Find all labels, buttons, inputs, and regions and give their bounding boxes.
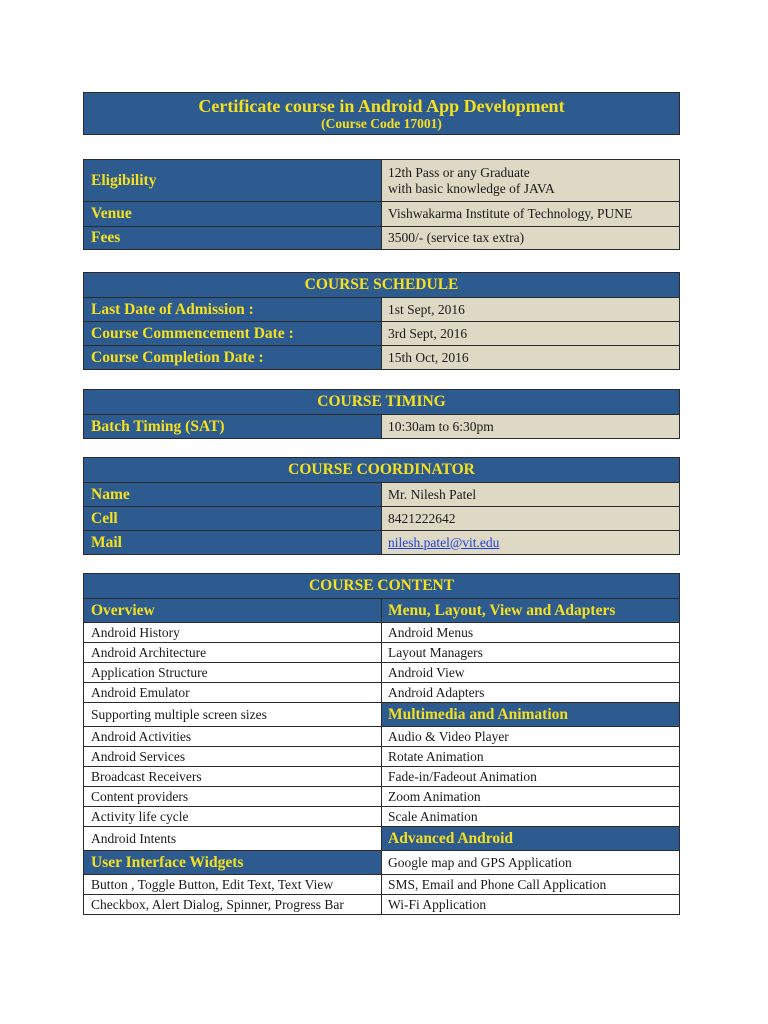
- content-topic: Rotate Animation: [382, 747, 679, 766]
- content-row: [84, 786, 679, 806]
- eligibility-line-2: with basic knowledge of JAVA: [388, 180, 555, 196]
- schedule-row: [84, 321, 679, 345]
- eligibility-line-1: 12th Pass or any Graduate: [388, 164, 530, 180]
- schedule-value: 15th Oct, 2016: [382, 346, 679, 369]
- content-topic: Android History: [84, 623, 382, 642]
- content-heading: COURSE CONTENT: [84, 574, 679, 598]
- content-topic: Zoom Animation: [382, 787, 679, 806]
- schedule-row: [84, 345, 679, 369]
- coordinator-cell-row: [84, 506, 679, 530]
- schedule-table: [83, 272, 680, 370]
- content-topic: Android View: [382, 663, 679, 682]
- eligibility-label: Eligibility: [84, 160, 382, 201]
- venue-label: Venue: [84, 202, 382, 226]
- content-topic: Supporting multiple screen sizes: [84, 703, 382, 726]
- eligibility-row: [84, 160, 679, 201]
- content-topic: Application Structure: [84, 663, 382, 682]
- coordinator-cell-label: Cell: [84, 507, 382, 530]
- coordinator-email-link[interactable]: nilesh.patel@vit.edu: [388, 534, 500, 550]
- content-row: [84, 622, 679, 642]
- content-row: [84, 662, 679, 682]
- content-topic: Button , Toggle Button, Edit Text, Text View: [84, 875, 382, 894]
- fees-label: Fees: [84, 227, 382, 249]
- schedule-row: [84, 297, 679, 321]
- schedule-heading: COURSE SCHEDULE: [84, 273, 679, 297]
- content-topic: Wi-Fi Application: [382, 895, 679, 914]
- content-section-heading: Menu, Layout, View and Adapters: [382, 599, 679, 622]
- eligibility-value: [382, 160, 679, 201]
- content-topic: Scale Animation: [382, 807, 679, 826]
- content-row: [84, 598, 679, 622]
- content-topic: Content providers: [84, 787, 382, 806]
- course-code: (Course Code 17001): [321, 116, 442, 131]
- timing-row: [84, 414, 679, 438]
- content-section-heading: Multimedia and Animation: [382, 703, 679, 726]
- coordinator-name-row: [84, 482, 679, 506]
- schedule-label: Last Date of Admission :: [84, 298, 382, 321]
- content-topic: Android Intents: [84, 827, 382, 850]
- schedule-value: 1st Sept, 2016: [382, 298, 679, 321]
- content-table: [83, 573, 680, 915]
- coordinator-heading: COURSE COORDINATOR: [84, 458, 679, 482]
- content-row: [84, 702, 679, 726]
- content-topic: Android Architecture: [84, 643, 382, 662]
- coordinator-name-label: Name: [84, 483, 382, 506]
- content-section-heading: User Interface Widgets: [84, 851, 382, 874]
- content-row: [84, 642, 679, 662]
- venue-row: [84, 201, 679, 226]
- content-row: [84, 806, 679, 826]
- coordinator-table: [83, 457, 680, 555]
- coordinator-mail-label: Mail: [84, 531, 382, 554]
- schedule-label: Course Completion Date :: [84, 346, 382, 369]
- content-topic: Android Services: [84, 747, 382, 766]
- timing-label: Batch Timing (SAT): [84, 415, 382, 438]
- content-topic: Android Activities: [84, 727, 382, 746]
- content-row: [84, 874, 679, 894]
- content-topic: Broadcast Receivers: [84, 767, 382, 786]
- content-topic: Google map and GPS Application: [382, 851, 679, 874]
- schedule-value: 3rd Sept, 2016: [382, 322, 679, 345]
- content-topic: Android Adapters: [382, 683, 679, 702]
- content-topic: Fade-in/Fadeout Animation: [382, 767, 679, 786]
- timing-heading: COURSE TIMING: [84, 390, 679, 414]
- content-topic: Audio & Video Player: [382, 727, 679, 746]
- content-row: [84, 826, 679, 850]
- content-row: [84, 726, 679, 746]
- timing-table: [83, 389, 680, 439]
- content-section-heading: Overview: [84, 599, 382, 622]
- coordinator-cell-value: 8421222642: [382, 507, 679, 530]
- content-topic: Activity life cycle: [84, 807, 382, 826]
- fees-row: [84, 226, 679, 249]
- fees-value: 3500/- (service tax extra): [382, 227, 679, 249]
- content-row: [84, 894, 679, 914]
- content-row: [84, 746, 679, 766]
- content-row: [84, 682, 679, 702]
- schedule-label: Course Commencement Date :: [84, 322, 382, 345]
- content-topic: Checkbox, Alert Dialog, Spinner, Progress Bar: [84, 895, 382, 914]
- info-table: [83, 159, 680, 250]
- content-row: [84, 850, 679, 874]
- content-topic: SMS, Email and Phone Call Application: [382, 875, 679, 894]
- page-title: Certificate course in Android App Development: [198, 96, 565, 116]
- coordinator-mail-cell: [382, 531, 679, 554]
- coordinator-mail-row: [84, 530, 679, 554]
- title-block: [83, 92, 680, 135]
- content-topic: Android Emulator: [84, 683, 382, 702]
- timing-value: 10:30am to 6:30pm: [382, 415, 679, 438]
- venue-value: Vishwakarma Institute of Technology, PUNE: [382, 202, 679, 226]
- content-section-heading: Advanced Android: [382, 827, 679, 850]
- content-topic: Android Menus: [382, 623, 679, 642]
- content-topic: Layout Managers: [382, 643, 679, 662]
- coordinator-name-value: Mr. Nilesh Patel: [382, 483, 679, 506]
- content-row: [84, 766, 679, 786]
